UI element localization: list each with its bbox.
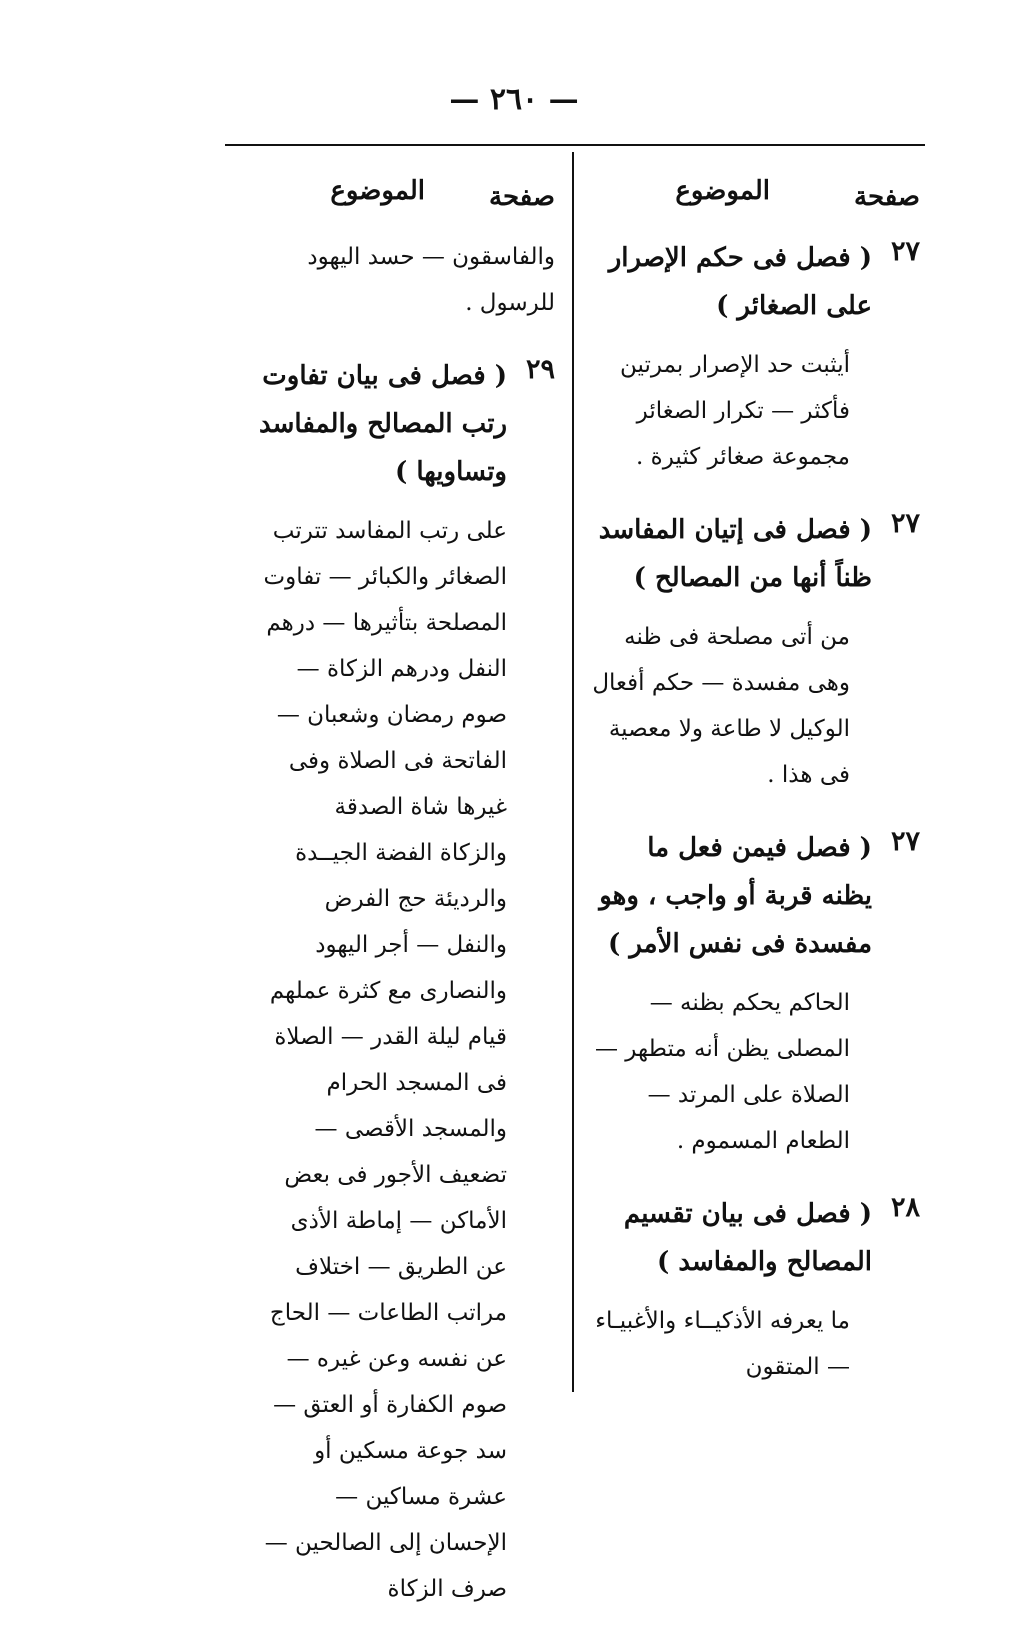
index-entry [590,234,920,480]
top-rule [225,144,925,146]
entry-page-number: ٢٩ [525,354,555,385]
continued-description: والفاسقون — حسد اليهود للرسول . [307,244,555,316]
index-entry [590,1190,920,1390]
entry-description: الحاكم يحكم بظنه — المصلى يظن أنه متطهر — الصلاة على المرتد — الطعام المسموم . [595,990,850,1154]
entry-title: ( فصل فى بيان تفاوت رتب المصالح والمفاسد وتساويها ) [258,361,507,487]
page-column-heading: صفحة [489,182,555,212]
entry-page-number: ٢٧ [890,826,920,857]
column-divider [572,152,574,1392]
index-entry [590,506,920,798]
entry-title: ( فصل فيمن فعل ما يظنه قربة أو واجب ، وهو مفسدة فى نفس الأمر ) [599,833,872,959]
entry-title: ( فصل فى حكم الإصرار على الصغائر ) [608,243,872,321]
entry-description: أيثبت حد الإصرار بمرتين فأكثر — تكرار الصغائر مجموعة صغائر كثيرة . [620,352,850,470]
right-column [590,170,920,1416]
entry-title: ( فصل فى بيان تقسيم المصالح والمفاسد ) [623,1199,872,1277]
right-column-header [590,170,920,234]
topic-column-heading: الموضوع [675,176,770,206]
entry-description: على رتب المفاسد تترتب الصغائر والكبائر — تفاوت المصلحة بتأثيرها — درهم النفل ودرهم الزكاة — صوم رمضان وشعبان — الفاتحة فى الصلاة وفى غيرها شاة الصدقة والزكاة الفضة الجيــدة والرديئة حج الفرض والنفل — أجر اليهود والنصارى مع كثرة عملهم قيام ليلة القدر — الصلاة فى المسجد الحرام والمسجد الأقصى — تضعيف الأجور فى بعض الأماكن — إماطة الأذى عن الطريق — اختلاف مراتب الطاعات — الحاج عن نفسه وعن غيره — صوم الكفارة أو العتق — سد جوعة مسكين أو عشرة مساكين — الإحسان إلى الصالحين — صرف الزكاة [263,518,507,1602]
topic-column-heading: الموضوع [330,176,425,206]
left-column-header [215,170,555,234]
index-entry [215,352,555,1612]
page-column-heading: صفحة [854,182,920,212]
index-entry [590,824,920,1164]
left-column [215,170,555,1638]
page-number: — ٢٦٠ — [449,82,579,117]
entry-page-number: ٢٧ [890,236,920,267]
entry-title: ( فصل فى إتيان المفاسد ظناً أنها من المصالح ) [598,515,872,593]
entry-description: من أتى مصلحة فى ظنه وهى مفسدة — حكم أفعال الوكيل لا طاعة ولا معصية فى هذا . [592,624,850,788]
entry-page-number: ٢٧ [890,508,920,539]
entry-page-number: ٢٨ [890,1192,920,1223]
entry-description: ما يعرفه الأذكيــاء والأغبيـاء — المتقون [595,1308,850,1380]
